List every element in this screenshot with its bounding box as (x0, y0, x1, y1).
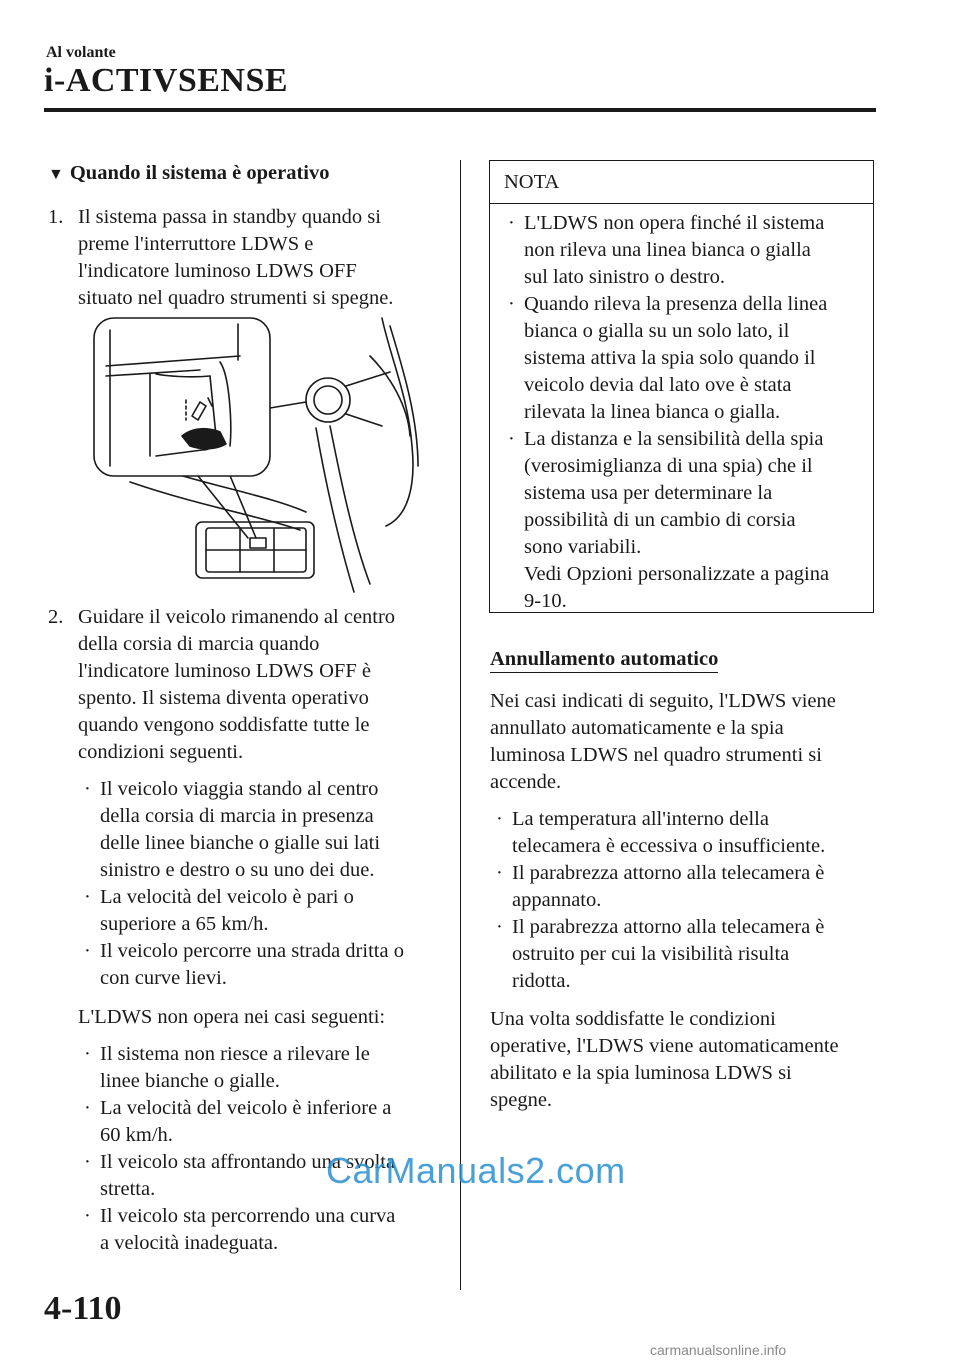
note-item (502, 426, 863, 615)
bullet-icon: · (84, 1043, 91, 1065)
bullet-icon: · (508, 293, 515, 315)
list-item (78, 1203, 458, 1257)
list-line: Il veicolo viaggia stando al centro (100, 778, 379, 800)
list-item (78, 776, 458, 884)
list-line: telecamera è eccessiva o insufficiente. (512, 835, 826, 857)
page-title: i-ACTIVSENSE (44, 62, 289, 99)
step-line: preme l'interruttore LDWS e (78, 233, 314, 255)
list-line: Il sistema non riesce a rilevare le (100, 1043, 370, 1065)
list-line: Il parabrezza attorno alla telecamera è (512, 916, 825, 938)
paragraph-line: abilitato e la spia luminosa LDWS si (490, 1062, 792, 1084)
page-number: 4-110 (44, 1290, 122, 1327)
ldws-switch-illustration (90, 316, 420, 598)
auto-cancel-outro (490, 1006, 880, 1114)
paragraph-line: luminosa LDWS nel quadro strumenti si (490, 744, 822, 766)
auto-cancel-heading: Annullamento automatico (490, 648, 718, 673)
corner-watermark[interactable]: carmanualsonline.info (650, 1342, 787, 1358)
note-line: Vedi Opzioni personalizzate a pagina (524, 563, 830, 585)
list-line: Il parabrezza attorno alla telecamera è (512, 862, 825, 884)
auto-cancel-list (490, 806, 880, 995)
step-number: 2. (48, 606, 64, 628)
note-line: non rileva una linea bianca o gialla (524, 239, 811, 261)
note-line: sul lato sinistro o destro. (524, 266, 726, 288)
triangle-marker-icon: ▼ (48, 166, 64, 183)
note-line: 9-10. (524, 590, 567, 612)
paragraph-line: annullato automaticamente e la spia (490, 717, 784, 739)
step-line: della corsia di marcia quando (78, 633, 320, 655)
note-body (490, 204, 873, 615)
paragraph-line: operative, l'LDWS viene automaticamente (490, 1035, 839, 1057)
step-line: spento. Il sistema diventa operativo (78, 687, 369, 709)
bullet-icon: · (508, 212, 515, 234)
list-line: linee bianche o gialle. (100, 1070, 280, 1092)
not-operating-list (78, 1041, 458, 1257)
paragraph-line: accende. (490, 771, 562, 793)
list-item (78, 884, 458, 938)
note-line: sistema usa per determinare la (524, 482, 773, 504)
list-line: stretta. (100, 1178, 156, 1200)
step-2 (48, 604, 438, 766)
note-item (502, 291, 863, 426)
list-line: delle linee bianche o gialle sui lati (100, 832, 381, 854)
section-heading (48, 162, 330, 185)
bullet-icon: · (496, 808, 503, 830)
list-item (490, 914, 880, 995)
list-line: La velocità del veicolo è pari o (100, 886, 354, 908)
section-heading-text: Quando il sistema è operativo (69, 162, 330, 184)
list-line: La velocità del veicolo è inferiore a (100, 1097, 392, 1119)
step-line: Guidare il veicolo rimanendo al centro (78, 606, 396, 628)
list-line: Il veicolo sta affrontando una svolta (100, 1151, 396, 1173)
list-item (78, 1095, 458, 1149)
column-divider (460, 160, 461, 1290)
bullet-icon: · (84, 1151, 91, 1173)
list-line: ridotta. (512, 970, 571, 992)
list-line: della corsia di marcia in presenza (100, 805, 374, 827)
paragraph-line: spegne. (490, 1089, 553, 1111)
note-line: veicolo devia dal lato ove è stata (524, 374, 792, 396)
note-item (502, 210, 863, 291)
note-line: sistema attiva la spia solo quando il (524, 347, 816, 369)
list-line: Il veicolo sta percorrendo una curva (100, 1205, 396, 1227)
paragraph-line: Una volta soddisfatte le condizioni (490, 1008, 776, 1030)
list-line: appannato. (512, 889, 602, 911)
step-line: condizioni seguenti. (78, 741, 244, 763)
list-line: ostruito per cui la visibilità risulta (512, 943, 790, 965)
list-line: Il veicolo percorre una strada dritta o (100, 940, 404, 962)
bullet-icon: · (84, 1097, 91, 1119)
note-line: sono variabili. (524, 536, 642, 558)
note-title: NOTA (490, 161, 873, 204)
bullet-icon: · (84, 886, 91, 908)
step-line: l'indicatore luminoso LDWS OFF (78, 260, 357, 282)
step-number: 1. (48, 206, 64, 228)
note-line: L'LDWS non opera finché il sistema (524, 212, 825, 234)
step-line: l'indicatore luminoso LDWS OFF è (78, 660, 371, 682)
note-box (489, 160, 874, 613)
not-operating-intro: L'LDWS non opera nei casi seguenti: (78, 1006, 386, 1028)
note-line: Quando rileva la presenza della linea (524, 293, 828, 315)
bullet-icon: · (496, 862, 503, 884)
auto-cancel-intro (490, 688, 880, 796)
bullet-icon: · (84, 940, 91, 962)
list-item (490, 806, 880, 860)
list-line: superiore a 65 km/h. (100, 913, 269, 935)
header-rule (44, 108, 876, 112)
note-line: (verosimiglianza di una spia) che il (524, 455, 813, 477)
list-line: a velocità inadeguata. (100, 1232, 279, 1254)
bullet-icon: · (508, 428, 515, 450)
watermark[interactable]: CarManuals2.com (326, 1150, 626, 1191)
bullet-icon: · (496, 916, 503, 938)
list-item (490, 860, 880, 914)
list-line: 60 km/h. (100, 1124, 173, 1146)
note-line: bianca o gialla su un solo lato, il (524, 320, 790, 342)
note-line: rilevata la linea bianca o gialla. (524, 401, 781, 423)
step-1 (48, 204, 438, 312)
bullet-icon: · (84, 778, 91, 800)
bullet-icon: · (84, 1205, 91, 1227)
list-line: La temperatura all'interno della (512, 808, 769, 830)
note-line: possibilità di un cambio di corsia (524, 509, 796, 531)
list-item (78, 1041, 458, 1095)
step-line: situato nel quadro strumenti si spegne. (78, 287, 394, 309)
step-line: quando vengono soddisfatte tutte le (78, 714, 370, 736)
section-label: Al volante (46, 44, 116, 61)
list-line: con curve lievi. (100, 967, 227, 989)
paragraph-line: Nei casi indicati di seguito, l'LDWS viene (490, 690, 836, 712)
step-line: Il sistema passa in standby quando si (78, 206, 381, 228)
list-line: sinistro e destro o su uno dei due. (100, 859, 375, 881)
conditions-list (78, 776, 458, 992)
note-line: La distanza e la sensibilità della spia (524, 428, 824, 450)
list-item (78, 938, 458, 992)
